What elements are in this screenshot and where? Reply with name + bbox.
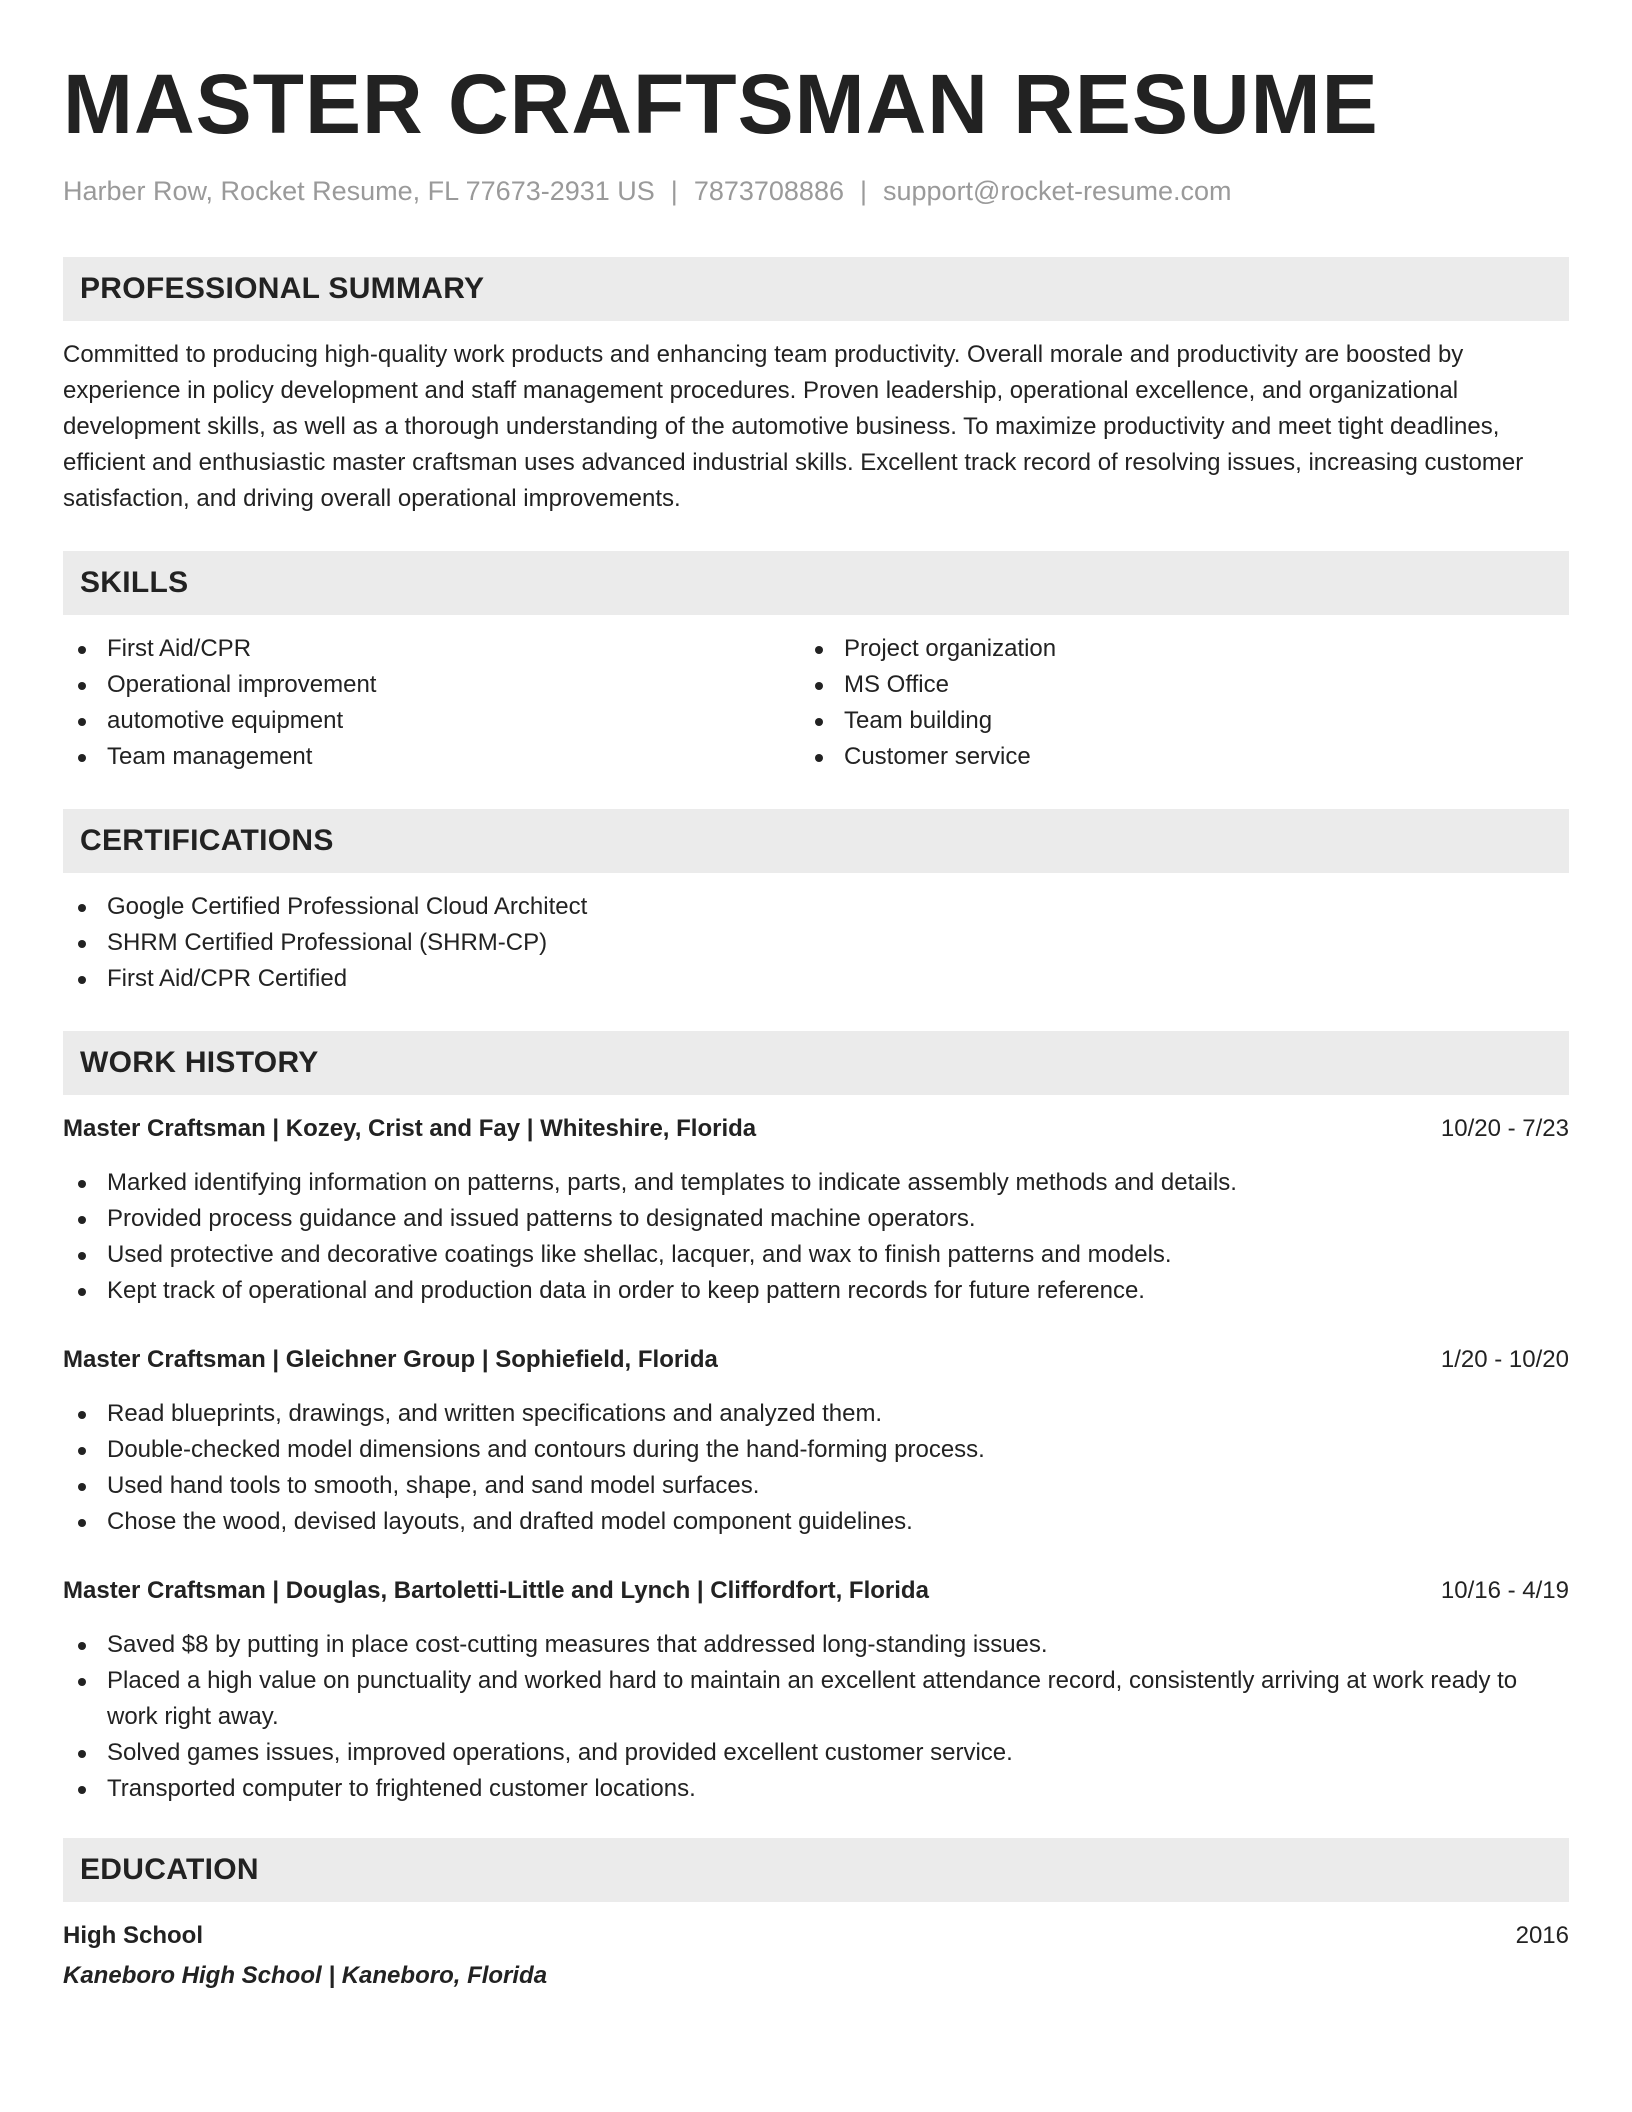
job-dates: 1/20 - 10/20 [1440,1346,1569,1373]
job-bullet: Kept track of operational and production data in order to keep pattern records for future reference. [63,1273,1569,1309]
job-bullet: Solved games issues, improved operations, and provided excellent customer service. [63,1735,1569,1771]
skills-list [63,631,1569,775]
skills-column-right [800,631,1537,775]
job-bullet: Used hand tools to smooth, shape, and sand model surfaces. [63,1468,1569,1504]
job-title: Master Craftsman | Gleichner Group | Sophiefield, Florida [63,1346,718,1373]
skill-item: Operational improvement [63,667,800,703]
job-bullet: Used protective and decorative coatings like shellac, lacquer, and wax to finish patterns and models. [63,1237,1569,1273]
contact-separator: | [670,176,678,206]
job-bullet: Saved $8 by putting in place cost-cutting measures that addressed long-standing issues. [63,1627,1569,1663]
skill-item: Team building [800,703,1537,739]
education-degree: High School [63,1922,203,1949]
section-header-work-history: WORK HISTORY [63,1031,1569,1095]
job-bullets [63,1627,1569,1807]
job-bullet: Placed a high value on punctuality and worked hard to maintain an excellent attendance record, consistently arriving at work ready to work right away. [63,1663,1569,1735]
job-bullet: Read blueprints, drawings, and written specifications and analyzed them. [63,1396,1569,1432]
certifications-list [63,889,1569,997]
skill-item: automotive equipment [63,703,800,739]
job-title: Master Craftsman | Kozey, Crist and Fay | Whiteshire, Florida [63,1115,757,1142]
contact-separator: | [859,176,867,206]
section-header-summary: PROFESSIONAL SUMMARY [63,257,1569,321]
certification-item: SHRM Certified Professional (SHRM-CP) [63,925,1569,961]
contact-phone: 7873708886 [693,176,844,206]
education-heading-row [63,1918,1569,1954]
certification-item: Google Certified Professional Cloud Architect [63,889,1569,925]
job-entry [63,1573,1569,1807]
job-bullet: Chose the wood, devised layouts, and drafted model component guidelines. [63,1504,1569,1540]
section-header-education: EDUCATION [63,1838,1569,1902]
job-bullet: Marked identifying information on patterns, parts, and templates to indicate assembly methods and details. [63,1165,1569,1201]
job-heading-row [63,1342,1569,1378]
contact-line [63,174,1569,208]
education-year: 2016 [1515,1922,1569,1949]
job-heading-row [63,1573,1569,1609]
contact-email: support@rocket-resume.com [883,176,1232,206]
job-heading-row [63,1111,1569,1147]
job-dates: 10/16 - 4/19 [1440,1577,1569,1604]
education-school: Kaneboro High School | Kaneboro, Florida [63,1962,548,1989]
job-bullet: Double-checked model dimensions and contours during the hand-forming process. [63,1432,1569,1468]
certification-item: First Aid/CPR Certified [63,961,1569,997]
job-bullets [63,1165,1569,1309]
resume-name: MASTER CRAFTSMAN RESUME [63,57,1379,151]
job-bullet: Provided process guidance and issued patterns to designated machine operators. [63,1201,1569,1237]
job-dates: 10/20 - 7/23 [1440,1115,1569,1142]
job-entry [63,1342,1569,1540]
skill-item: Project organization [800,631,1537,667]
section-header-skills: SKILLS [63,551,1569,615]
job-entry [63,1111,1569,1309]
skill-item: MS Office [800,667,1537,703]
job-title: Master Craftsman | Douglas, Bartoletti-Little and Lynch | Cliffordfort, Florida [63,1577,929,1604]
job-bullet: Transported computer to frightened customer locations. [63,1771,1569,1807]
skills-column-left [63,631,800,775]
job-bullets [63,1396,1569,1540]
summary-text: Committed to producing high-quality work products and enhancing team productivity. Overall morale and productivity are boosted by experience in policy development and staff management procedures. Proven leadership, operational excellence, and organizational development skills, as well as a thorough understanding of the automotive business. To maximize productivity and meet tight deadlines, efficient and enthusiastic master craftsman uses advanced industrial skills. Excellent track record of resolving issues, increasing customer satisfaction, and driving overall operational improvements. [63,341,1524,512]
contact-address: Harber Row, Rocket Resume, FL 77673-2931 US [63,176,655,206]
skill-item: First Aid/CPR [63,631,800,667]
skill-item: Customer service [800,739,1537,775]
skill-item: Team management [63,739,800,775]
section-header-certifications: CERTIFICATIONS [63,809,1569,873]
